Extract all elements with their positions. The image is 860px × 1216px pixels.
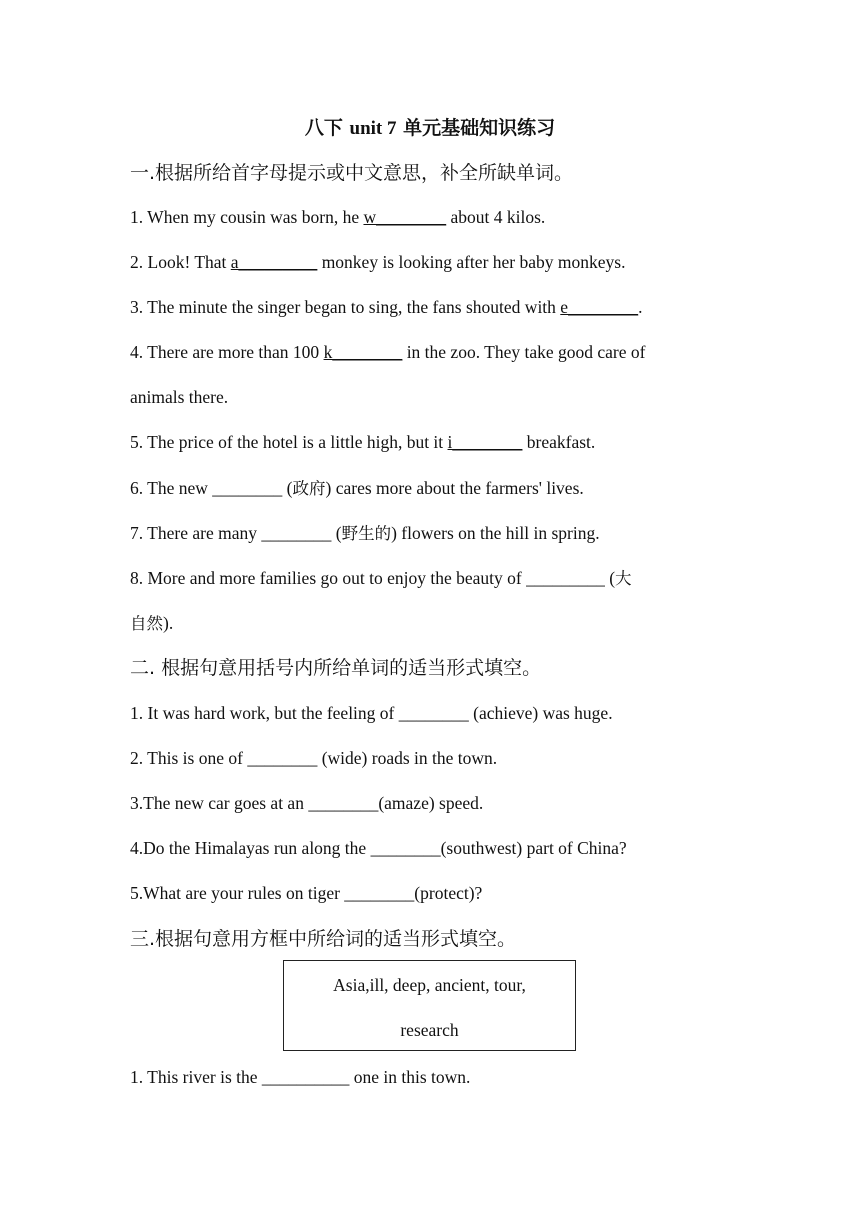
s1-item-3-blank: e________	[560, 297, 639, 317]
s1-item-3-text-b: .	[638, 297, 643, 317]
s1-item-8	[130, 565, 632, 592]
s1-item-7-hint: 野生的	[341, 524, 392, 543]
s2-item-5: 5.What are your rules on tiger ________(protect)?	[130, 883, 483, 903]
s1-item-5-text-a: 5. The price of the hotel is a little high, but it	[130, 432, 448, 452]
s1-item-5-blank: i________	[447, 432, 523, 452]
title-unit: unit 7	[349, 118, 397, 139]
s1-item-2-text-a: 2. Look! That	[130, 252, 231, 272]
page-title	[0, 114, 860, 143]
s1-item-1-blank: w________	[363, 207, 447, 227]
s1-item-5-text-b: breakfast.	[522, 432, 596, 452]
s1-item-3-text-a: 3. The minute the singer began to sing, the fans shouted with	[130, 297, 561, 317]
s1-item-7-text-a: 7. There are many ________ (	[130, 523, 342, 543]
s1-item-6-hint: 政府	[292, 479, 326, 498]
s1-item-1	[130, 204, 545, 230]
s1-item-1-text-b: about 4 kilos.	[446, 207, 546, 227]
s1-item-8-text-a: 8. More and more families go out to enjoy the beauty of _________ (	[130, 568, 616, 588]
s1-item-8-text-end: ).	[163, 613, 174, 633]
s3-item-1: 1. This river is the __________ one in this town.	[130, 1067, 471, 1087]
section1-heading: 一.根据所给首字母提示或中文意思，补全所缺单词。	[130, 162, 574, 184]
s1-item-1-text-a: 1. When my cousin was born, he	[130, 207, 364, 227]
s1-item-4-cont-text: animals there.	[130, 387, 229, 407]
section2-heading: 二. 根据句意用括号内所给单词的适当形式填空。	[130, 657, 542, 679]
word-box-line-2: research	[400, 1020, 459, 1040]
word-box-line-1: Asia,ill, deep, ancient, tour,	[333, 975, 526, 995]
s1-item-5	[130, 429, 595, 455]
s1-item-4-blank: k________	[323, 342, 403, 362]
s2-item-2: 2. This is one of ________ (wide) roads in the town.	[130, 748, 498, 768]
s1-item-8-hint-cont: 自然	[130, 614, 163, 633]
s1-item-4	[130, 339, 645, 365]
s1-item-4-cont	[130, 384, 228, 410]
s1-item-6-text-b: ) cares more about the farmers' lives.	[325, 478, 584, 498]
s1-item-7-text-b: ) flowers on the hill in spring.	[391, 523, 600, 543]
s2-item-1: 1. It was hard work, but the feeling of ________ (achieve) was huge.	[130, 703, 613, 723]
s1-item-8-cont	[130, 610, 173, 637]
title-cn-grade: 八下	[304, 117, 343, 139]
s2-item-3: 3.The new car goes at an ________(amaze) speed.	[130, 793, 484, 813]
s1-item-2-blank: a_________	[230, 252, 318, 272]
s1-item-8-hint: 大	[615, 569, 632, 588]
s1-item-7	[130, 520, 600, 547]
s1-item-6-text-a: 6. The new ________ (	[130, 478, 293, 498]
title-cn-topic: 单元基础知识练习	[403, 117, 556, 139]
s1-item-4-text-b: in the zoo. They take good care of	[402, 342, 646, 362]
s1-item-2	[130, 249, 625, 275]
s2-item-4: 4.Do the Himalayas run along the ________(southwest) part of China?	[130, 838, 627, 858]
s1-item-2-text-b: monkey is looking after her baby monkeys.	[317, 252, 626, 272]
word-box	[283, 960, 576, 1051]
s1-item-3	[130, 294, 642, 320]
s1-item-6	[130, 475, 584, 502]
section3-heading: 三.根据句意用方框中所给词的适当形式填空。	[130, 928, 517, 950]
s1-item-4-text-a: 4. There are more than 100	[130, 342, 324, 362]
